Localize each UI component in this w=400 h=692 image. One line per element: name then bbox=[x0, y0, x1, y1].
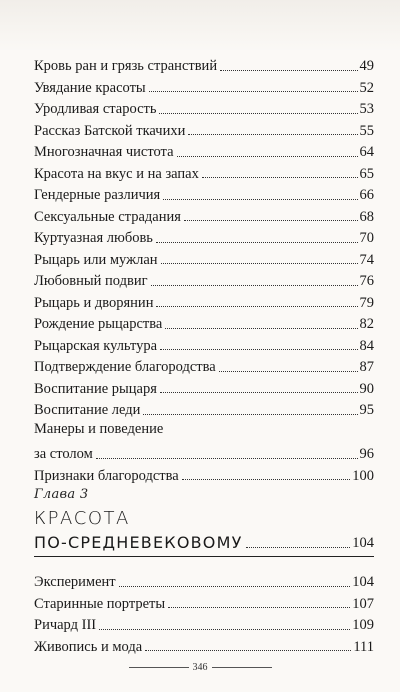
entry-page: 82 bbox=[359, 316, 374, 332]
chapter-entries bbox=[34, 568, 374, 654]
toc-entry bbox=[34, 353, 374, 375]
dot-leader bbox=[246, 546, 351, 548]
toc-entry bbox=[34, 267, 374, 289]
dot-leader bbox=[96, 457, 358, 459]
dot-leader bbox=[149, 90, 358, 92]
entry-page: 109 bbox=[352, 617, 374, 633]
entry-title: Воспитание рыцаря bbox=[34, 380, 157, 397]
dot-leader bbox=[177, 155, 358, 157]
dot-leader bbox=[99, 628, 350, 630]
entry-title: Эксперимент bbox=[34, 574, 116, 590]
entry-title: Подтверждение благородства bbox=[34, 359, 216, 375]
dot-leader bbox=[160, 348, 357, 350]
entry-title: Уродливая старость bbox=[34, 101, 157, 117]
entry-page: 70 bbox=[359, 230, 374, 246]
dot-leader bbox=[188, 133, 357, 135]
chapter-title-line2-row bbox=[34, 528, 374, 552]
toc-entry bbox=[34, 52, 374, 74]
entry-title: Гендерные различия bbox=[34, 187, 161, 203]
entry-page: 95 bbox=[359, 402, 374, 418]
entry-title: Воспитание леди bbox=[34, 402, 141, 418]
toc-entry bbox=[34, 310, 374, 332]
entry-title: Признаки благородства bbox=[34, 467, 179, 484]
toc-entry bbox=[34, 95, 374, 117]
entry-title-line2: за столом bbox=[34, 446, 93, 462]
toc-entry bbox=[34, 611, 374, 633]
entry-page: 111 bbox=[353, 638, 374, 655]
dot-leader bbox=[202, 176, 358, 178]
entry-title: Любовный подвиг bbox=[34, 273, 148, 289]
entry-page: 52 bbox=[359, 79, 374, 96]
entry-page: 53 bbox=[359, 101, 374, 117]
chapter-page: 104 bbox=[352, 535, 374, 551]
dot-leader bbox=[145, 649, 351, 651]
dot-leader bbox=[165, 327, 357, 329]
chapter-title-line2: ПО-СРЕДНЕВЕКОВОМУ bbox=[34, 533, 243, 552]
toc-entry bbox=[34, 462, 374, 484]
top-decoration bbox=[0, 0, 400, 52]
entry-title: Сексуальные страдания bbox=[34, 208, 181, 225]
footer-ornament bbox=[0, 662, 400, 673]
entry-title: Куртуазная любовь bbox=[34, 230, 153, 246]
entry-page: 66 bbox=[359, 187, 374, 203]
entry-title: Живопись и мода bbox=[34, 638, 143, 655]
dot-leader bbox=[220, 69, 357, 71]
toc-entry bbox=[34, 160, 374, 182]
toc-entry bbox=[34, 332, 374, 354]
entry-title: Рыцарская культура bbox=[34, 337, 158, 354]
entry-title-line1: Манеры и поведение bbox=[34, 420, 164, 437]
entry-title: Старинные портреты bbox=[34, 595, 166, 612]
entry-page: 96 bbox=[359, 446, 374, 462]
entry-title: Рассказ Батской ткачихи bbox=[34, 122, 186, 139]
entry-page: 100 bbox=[352, 467, 374, 484]
entry-title: Многозначная чистота bbox=[34, 144, 174, 160]
toc-list bbox=[34, 52, 374, 483]
toc-entry bbox=[34, 224, 374, 246]
entry-title: Ричард III bbox=[34, 617, 97, 633]
entry-title: Рыцарь и дворянин bbox=[34, 294, 154, 311]
entry-page: 49 bbox=[359, 58, 374, 74]
entry-page: 55 bbox=[359, 122, 374, 139]
entry-page: 79 bbox=[359, 294, 374, 311]
entry-page: 68 bbox=[359, 208, 374, 225]
chapter-rule bbox=[34, 556, 374, 557]
page-footer bbox=[0, 662, 400, 673]
dot-leader bbox=[161, 262, 358, 264]
chapter-heading bbox=[34, 487, 374, 557]
entry-title: Кровь ран и грязь странствий bbox=[34, 58, 218, 74]
toc-entry bbox=[34, 590, 374, 612]
toc-entry bbox=[34, 246, 374, 268]
entry-page: 104 bbox=[352, 574, 374, 590]
dot-leader bbox=[168, 606, 350, 608]
entry-page: 65 bbox=[359, 165, 374, 182]
dot-leader bbox=[184, 219, 358, 221]
entry-title: Рыцарь или мужлан bbox=[34, 251, 158, 268]
dot-leader bbox=[163, 198, 357, 200]
toc-entry bbox=[34, 289, 374, 311]
entry-title: Красота на вкус и на запах bbox=[34, 165, 199, 182]
entry-page: 74 bbox=[359, 251, 374, 268]
toc-entry-multiline bbox=[34, 418, 374, 462]
entry-title: Рождение рыцарства bbox=[34, 316, 163, 332]
ornament-line-right bbox=[212, 667, 272, 668]
toc-entry bbox=[34, 396, 374, 418]
toc-entry bbox=[34, 203, 374, 225]
toc-entry bbox=[34, 568, 374, 590]
entry-title-line2-row bbox=[34, 442, 374, 462]
entry-page: 76 bbox=[359, 273, 374, 289]
dot-leader bbox=[159, 112, 357, 114]
toc-entry bbox=[34, 74, 374, 96]
entry-page: 90 bbox=[359, 380, 374, 397]
dot-leader bbox=[160, 391, 358, 393]
ornament-line-left bbox=[129, 667, 189, 668]
dot-leader bbox=[219, 370, 358, 372]
entry-page: 84 bbox=[359, 337, 374, 354]
toc-entry bbox=[34, 117, 374, 139]
chapter-title-line1: КРАСОТА bbox=[34, 508, 130, 529]
dot-leader bbox=[156, 305, 357, 307]
dot-leader bbox=[151, 284, 358, 286]
dot-leader bbox=[143, 413, 357, 415]
dot-leader bbox=[156, 241, 358, 243]
page-number: 346 bbox=[192, 662, 208, 673]
dot-leader bbox=[182, 478, 351, 480]
entry-page: 107 bbox=[352, 595, 374, 612]
toc-entry bbox=[34, 633, 374, 655]
entry-page: 64 bbox=[359, 144, 374, 160]
entry-page: 87 bbox=[359, 359, 374, 375]
chapter-label: Глава 3 bbox=[34, 487, 89, 502]
toc-entry bbox=[34, 181, 374, 203]
dot-leader bbox=[119, 585, 351, 587]
toc-entry bbox=[34, 138, 374, 160]
toc-entry bbox=[34, 375, 374, 397]
entry-title: Увядание красоты bbox=[34, 79, 146, 96]
